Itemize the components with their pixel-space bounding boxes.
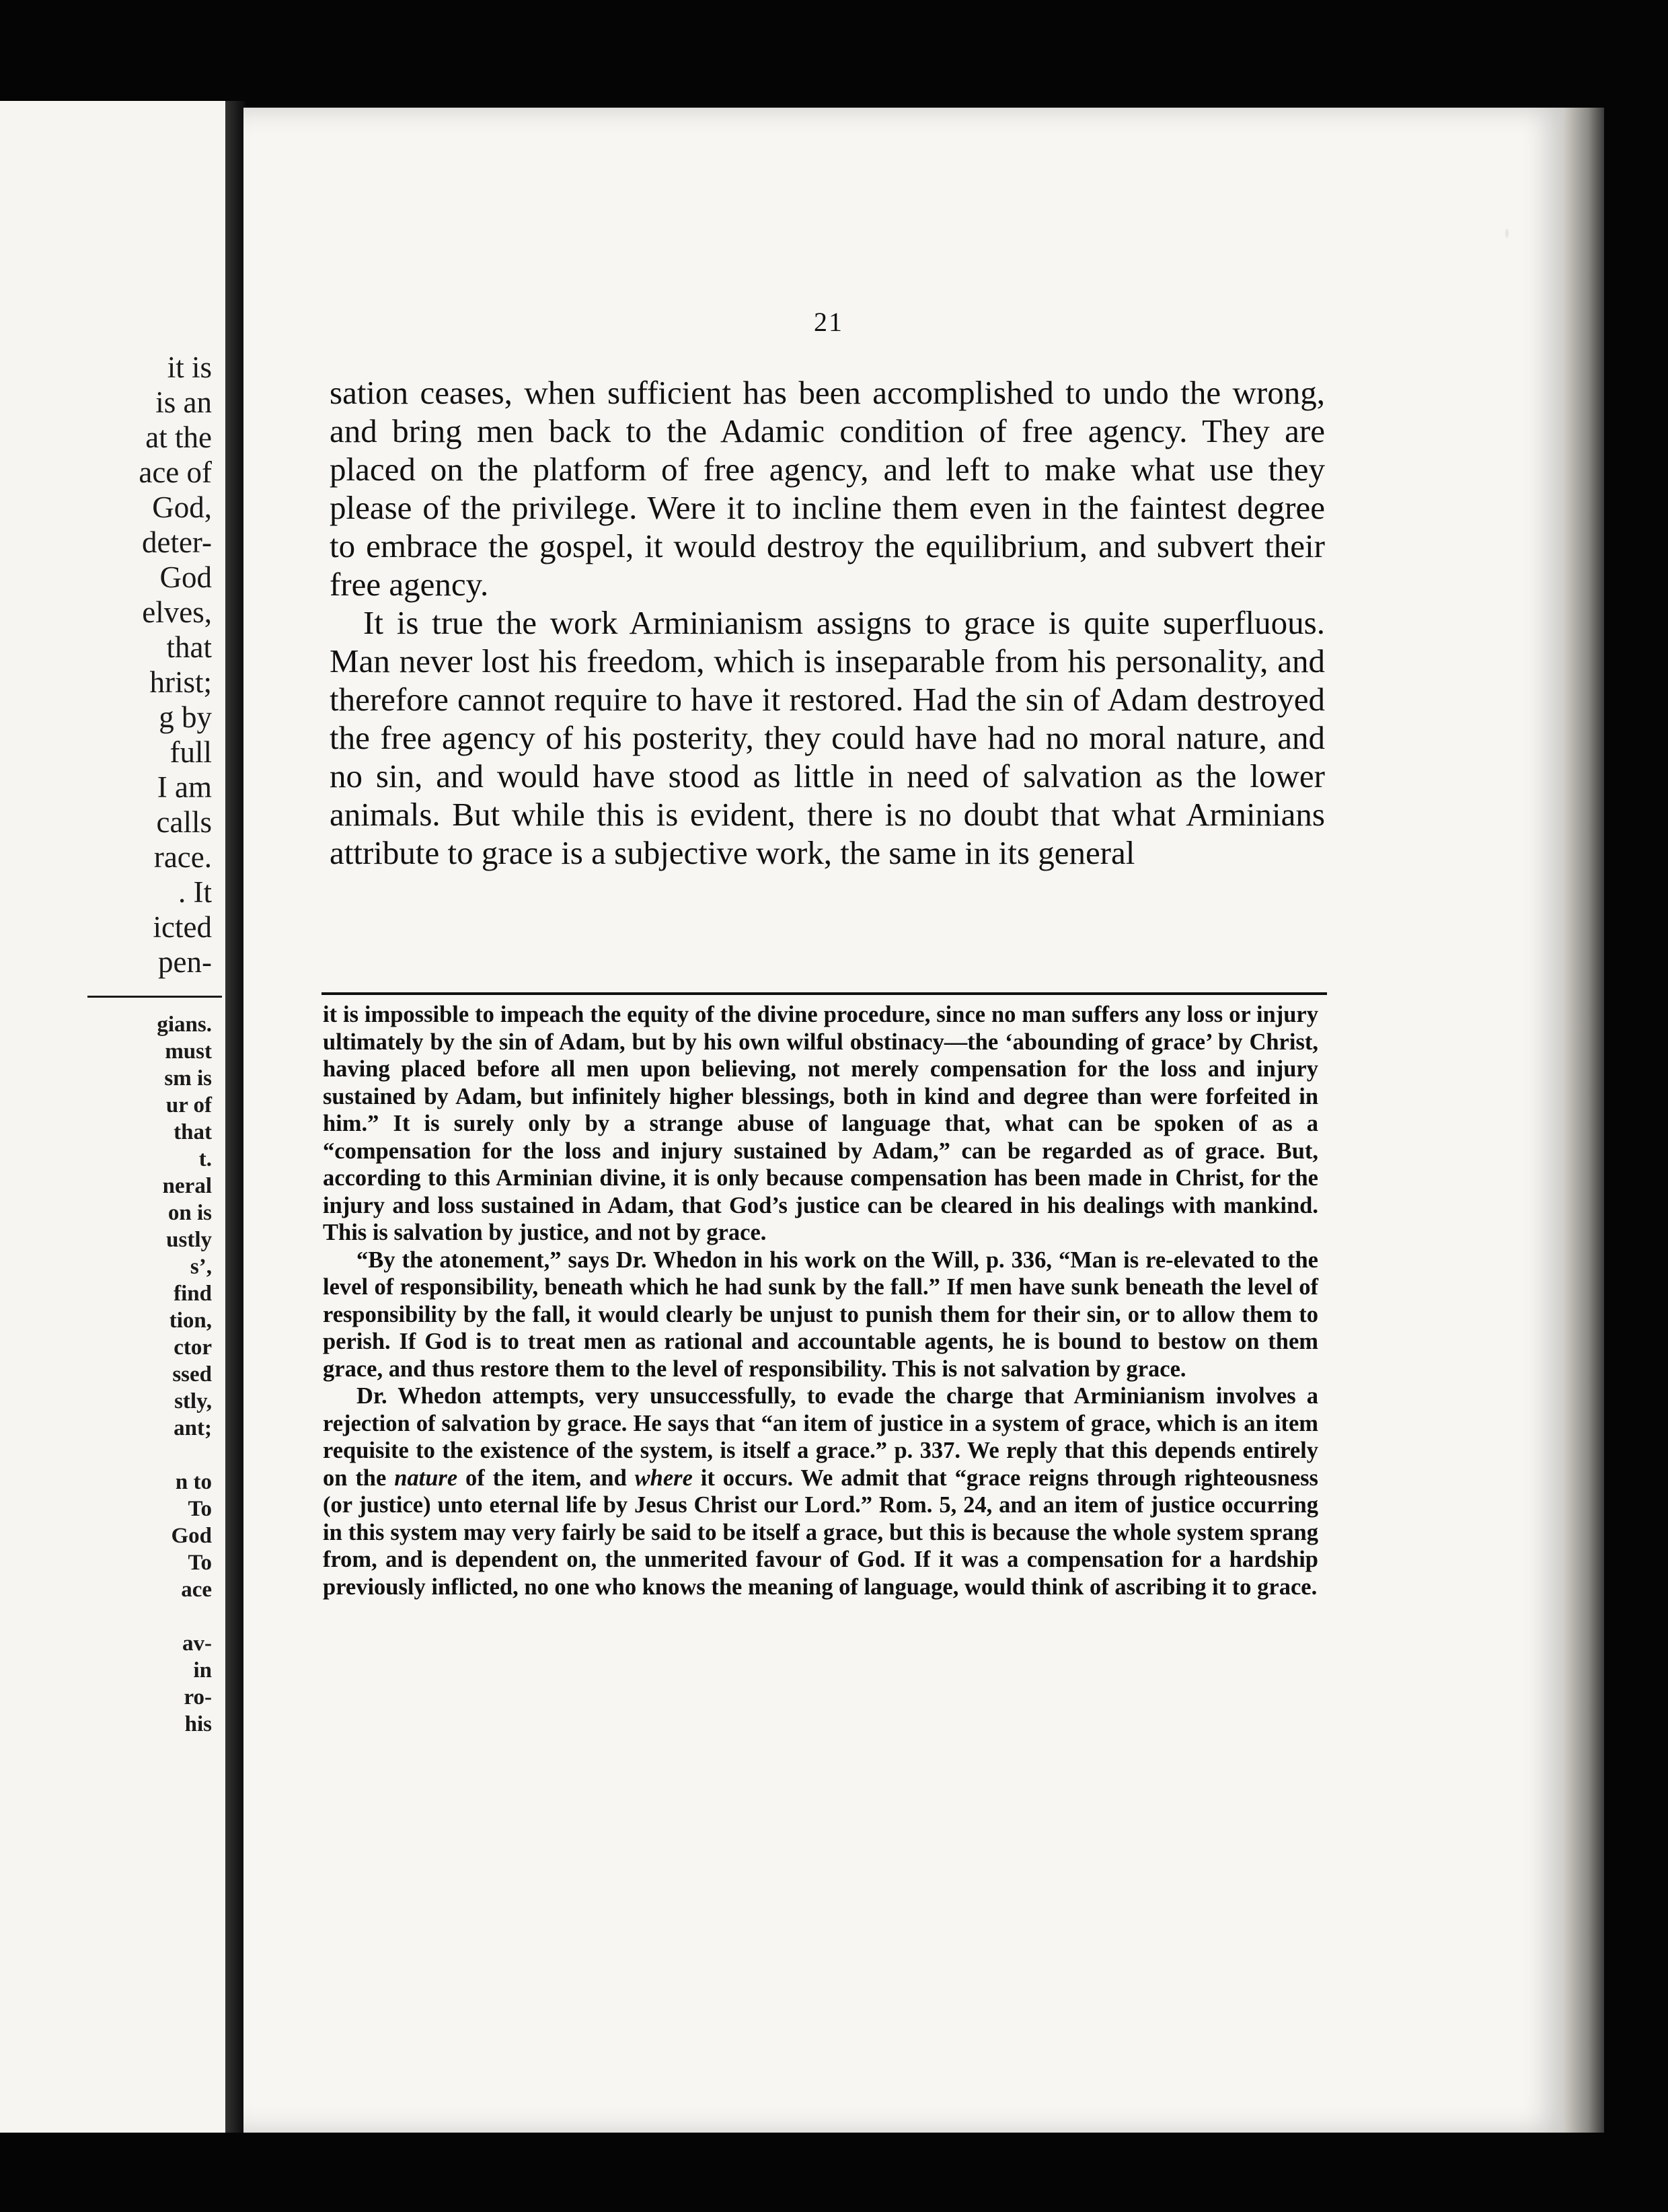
main-paragraph-2: It is true the work Arminianism assigns to grace is quite superfluous. Man never lost his freedom, which is inseparable from his personality, and therefore cannot require to have it restored. Had the sin of Adam destroyed the free agency of his posterity, they could have had no moral nature, and no sin, and would have stood as little in need of salvation as the lower animals. But while this is evident, there is no doubt that what Arminians attribute to grace is a subjective work, the same in its general: [330, 604, 1325, 871]
left-note2-line-5: ace: [181, 1578, 212, 1602]
left-note3-line-4: his: [184, 1712, 212, 1736]
left-main-line-3: at the: [145, 420, 212, 454]
footnote-paragraph-1: it is impossible to impeach the equity of the divine procedure, since no man suffers any loss or injury ultimately by the sin of Adam, but by his own wilful obstinacy—the ‘abounding of grace’ by Christ, having placed before all men upon believing, not merely compensation for the loss and injury sustained by Adam, but infinitely higher blessings, both in kind and degree than were forfeited in him.” It is surely only by a strange abuse of language that, what can be spoken of as a “compensation for the loss and injury sustained by Adam,” can be regarded as of grace. But, according to this Arminian divine, it is only because compensation has been made in Christ, for the injury and loss sustained in Adam, that God’s justice can be cleared in his dealings with mankind. This is salvation by justice, and not by grace.: [323, 1002, 1318, 1245]
main-text: [330, 373, 1325, 872]
left-page: [0, 101, 227, 2133]
left-main-line-14: calls: [156, 805, 212, 839]
left-note-line-10: s’,: [190, 1255, 212, 1279]
left-main-line-9: that: [166, 630, 212, 664]
left-page-fragments: [0, 350, 225, 1738]
left-main-line-13: I am: [157, 770, 212, 804]
page-edge: [1564, 108, 1604, 2133]
left-note-line-8: on is: [167, 1201, 212, 1225]
footnote-paragraph-3: [323, 1382, 1318, 1600]
footnote-3-part-a: Dr. Whedon attempts, very unsuccessfully, to evade the charge that Arminianism involves a rejection of salvation by grace. He says that “an item of justice in a system of grace, which is an item requisite to the existence of the system, is itself a grace.” p. 337. We reply that this depends entirely on the: [323, 1383, 1318, 1491]
left-note-line-3: sm is: [164, 1066, 212, 1091]
left-note-line-6: t.: [198, 1147, 212, 1171]
left-note3-line-2: in: [193, 1658, 212, 1683]
left-main-line-1: it is: [167, 351, 212, 384]
left-page-note-fragments-1: [0, 1011, 225, 1442]
left-note-line-12: tion,: [169, 1308, 212, 1333]
left-note2-line-1: n to: [175, 1470, 212, 1494]
left-main-line-2: is an: [155, 385, 212, 419]
left-main-line-11: g by: [159, 700, 212, 734]
left-main-line-7: God: [159, 560, 212, 594]
left-note-line-13: ctor: [174, 1335, 212, 1360]
left-note3-line-1: av-: [182, 1631, 212, 1656]
footnote-3-nature: nature: [394, 1465, 458, 1491]
left-main-line-18: pen-: [158, 945, 212, 979]
left-main-line-8: elves,: [142, 595, 212, 629]
footnote-paragraph-2: “By the atonement,” says Dr. Whedon in his work on the Will, p. 336, “Man is re-elevated to the level of responsibility, beneath which he had sunk by the fall.” If men have sunk beneath the level of responsibility by the fall, it would clearly be unjust to punish them for their sin, or to allow them to perish. If God is to treat men as rational and accountable agents, he is bound to bestow on them grace, and thus restore them to the level of responsibility. This is not salvation by grace.: [323, 1247, 1318, 1382]
book-binding: [225, 101, 245, 2133]
left-note-line-14: ssed: [172, 1362, 212, 1387]
left-note-line-4: ur of: [165, 1093, 212, 1117]
speck: [1505, 229, 1509, 238]
left-note3-line-3: ro-: [184, 1685, 212, 1709]
left-main-line-12: full: [169, 735, 212, 769]
left-note-line-5: that: [174, 1120, 212, 1144]
left-note-line-9: ustly: [166, 1228, 212, 1252]
left-main-line-15: race.: [153, 840, 212, 874]
left-note-line-11: find: [174, 1282, 212, 1306]
left-main-line-10: hrist;: [149, 665, 212, 699]
left-note-line-7: neral: [162, 1174, 212, 1198]
left-page-main-fragments: [0, 350, 225, 980]
footnote-3-part-b: of the item, and: [457, 1465, 635, 1491]
left-main-line-5: God,: [152, 490, 212, 524]
left-page-note-fragments-3: [0, 1630, 225, 1738]
footnote-3-part-c: it occurs. We admit that “grace reigns through righteousness (or justice) unto eternal life by Jesus Christ our Lord.” Rom. 5, 24, and an item of justice occurring in this system may very fairly be said to be itself a grace, but this is because the whole system sprang from, and is dependent on, the unmerited favour of God. If it was a compensation for a hardship previously inflicted, no one who knows the meaning of language, would think of ascribing it to grace.: [323, 1465, 1318, 1600]
left-main-line-6: deter-: [141, 525, 212, 559]
left-note2-line-4: To: [188, 1551, 212, 1575]
main-paragraph-1: sation ceases, when sufficient has been accomplished to undo the wrong, and bring men back to the Adamic condition of free agency. They are placed on the platform of free agency, and left to make what use they please of the privilege. Were it to incline them even in the faintest degree to embrace the gospel, it would destroy the equilibrium, and subvert their free agency.: [330, 374, 1325, 603]
footnote-3-where: where: [634, 1465, 693, 1491]
left-note2-line-3: God: [171, 1524, 212, 1548]
left-main-line-4: ace of: [139, 455, 212, 489]
left-note-line-15: stly,: [174, 1389, 212, 1413]
left-main-line-17: icted: [153, 910, 212, 944]
left-note-line-2: must: [165, 1039, 212, 1064]
page-number: 21: [814, 307, 843, 337]
left-note2-line-2: To: [188, 1497, 212, 1521]
left-page-rule: [87, 996, 222, 998]
left-note-line-1: gians.: [157, 1012, 212, 1037]
left-page-note-fragments-2: [0, 1469, 225, 1603]
left-note-line-16: ant;: [174, 1416, 212, 1440]
left-main-line-16: . It: [178, 875, 212, 909]
footnotes: [323, 1001, 1318, 1600]
footnote-divider: [321, 992, 1327, 995]
